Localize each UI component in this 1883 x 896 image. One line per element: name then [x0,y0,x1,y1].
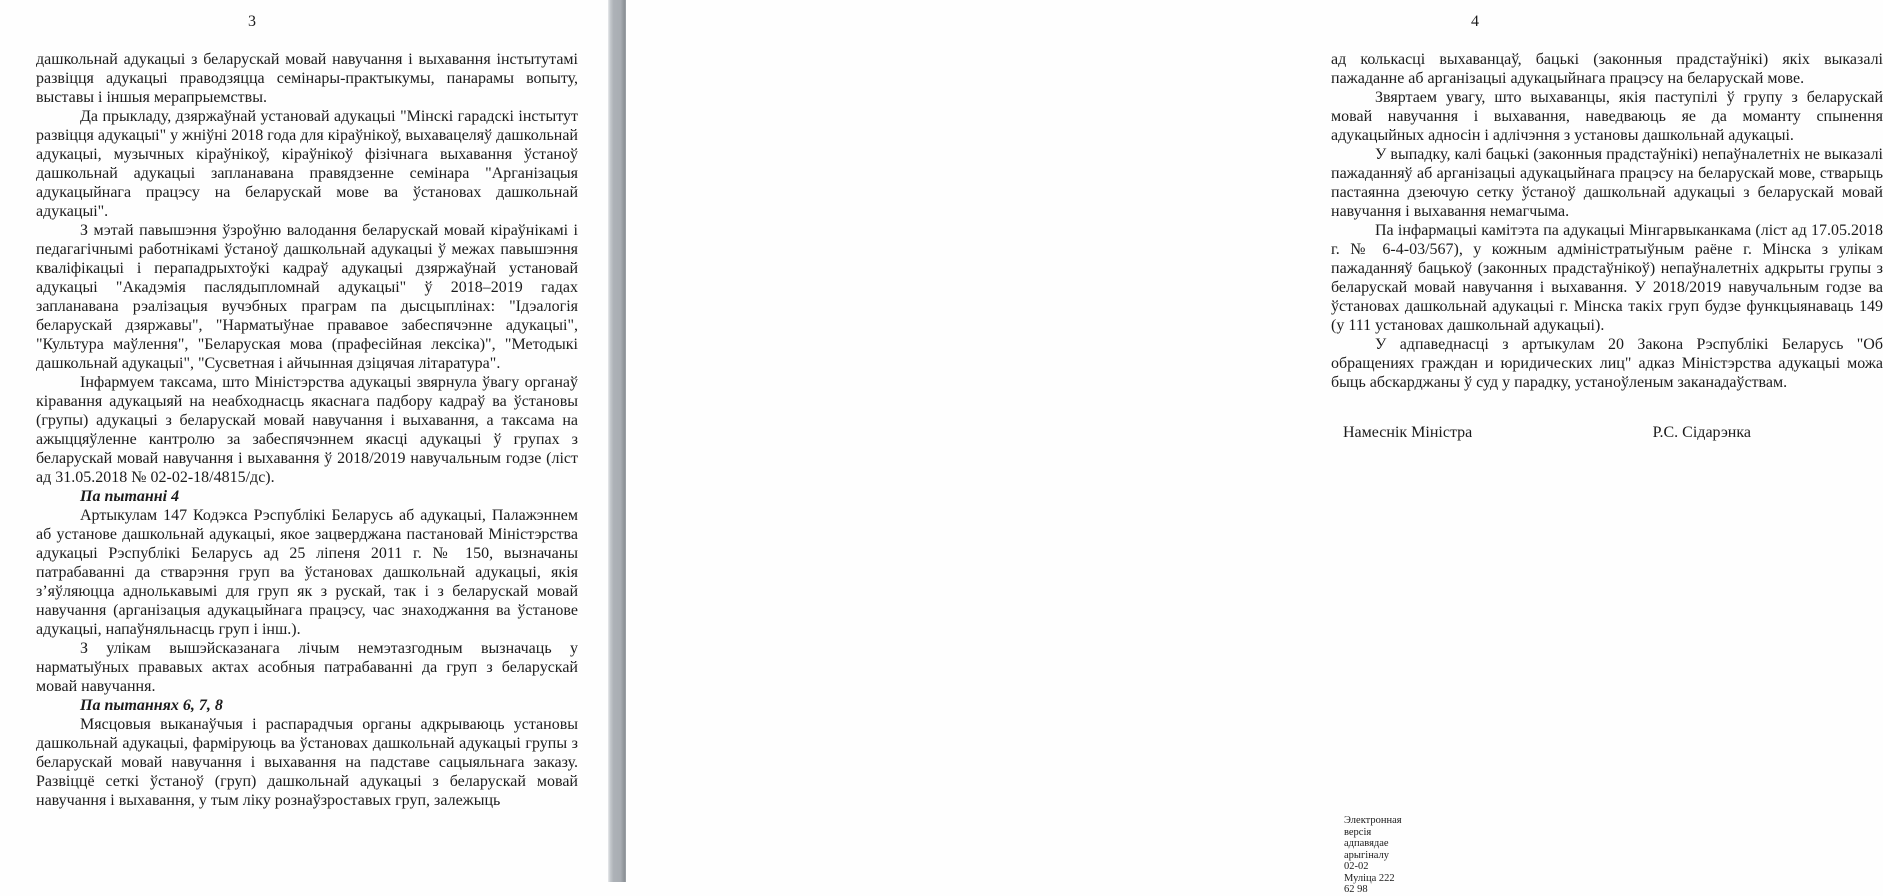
section-heading-questions-6-7-8: Па пытаннях 6, 7, 8 [80,697,223,714]
paragraph: Мясцовыя выканаўчыя і распарадчыя органы адкрываюць установы дашкольнай адукацыі, фарміруюць ва ўстановах дашкольнай адукацыі групы з беларускай мовай навучання і выхавання на падставе сацыяльнага заказу. Развіццё сеткі ўстаноў (груп) дашкольнай адукацыі з беларускай мовай навучання і выхавання, у тым ліку рознаўзроставых груп, залежыць [36,716,578,809]
page-separator [608,0,626,882]
paragraph: Артыкулам 147 Кодэкса Рэспублікі Беларусь аб адукацыі, Палажэннем аб установе дашкольнай адукацыі, якое зацверджана пастановай Міністэрства адукацыі Рэспублікі Беларусь ад 25 ліпеня 2011 г. № 150, вызначаны патрабаванні да стварэння груп ва ўстановах дашкольнай адукацыі, якія з’яўляюцца аднолькавымі для груп як з рускай, так і з беларускай мовай навучання (арганізацыя адукацыйнага працэсу, час знаходжання ва ўстанове адукацыі, напаўняльнасць груп і інш.). [36,507,578,638]
page-3 [0,0,608,882]
paragraph: Інфармуем таксама, што Міністэрства адукацыі звярнула ўвагу органаў кіравання адукацыяй на неабходнасць якаснага падбору кадраў ва ўстановы (групы) адукацыі з беларускай мовай навучання і выхавання, а таксама на ажыццяўленне кантролю за забеспячэннем якасці адукацыі ў групах з беларускай мовай навучання і выхавання ў 2018/2019 навучальным годзе (ліст ад 31.05.2018 № 02-02-18/4815/дс). [36,374,578,486]
paragraph: Да прыкладу, дзяржаўнай установай адукацыі "Мінскі гарадскі інстытут развіцця адукацыі" у жніўні 2018 года для кіраўнікоў, выхавацеляў дашкольнай адукацыі, музычных кіраўнікоў, кіраўнікоў фізічнага выхавання ўстаноў дашкольнай адукацыі запланавана правядзенне семінара "Арганізацыя адукацыйнага працэсу на беларускай мове ва ўстановах дашкольнай адукацыі". [36,108,578,220]
page-3-number: 3 [248,13,256,30]
signature-row [1331,423,1883,442]
footer-line-authenticity: Электронная версія адпавядае арыгіналу [1344,815,1402,861]
paragraph: У выпадку, калі бацькі (законныя прадстаўнікі) непаўналетніх не выказалі пажаданняў аб арганізацыі адукацыйнага працэсу на беларускай мове, стварыць пастаянна дзеючую сетку ўстаноў дашкольнай адукацыі з беларускай мовай навучання і выхавання немагчыма. [1331,146,1883,220]
document-footer [1344,815,1402,896]
paragraph: ад колькасці выхаванцаў, бацькі (законныя прадстаўнікі) якіх выказалі пажаданне аб арганізацыі адукацыйнага працэсу на беларускай мове. [1331,51,1883,87]
signature-name: Р.С. Сідарэнка [1652,424,1751,441]
footer-line-contact: 02-02 Муліца 222 62 98 [1344,861,1395,895]
paragraph: З мэтай павышэння ўзроўню валодання беларускай мовай кіраўнікамі і педагагічнымі работнікамі ўстаноў дашкольнай адукацыі ў межах павышэння кваліфікацыі і перападрыхтоўкі кадраў адукацыі дзяржаўнай установай адукацыі "Акадэмія паслядыпломнай адукацыі" ў 2018–2019 гадах запланавана рэалізацыя вучэбных праграм па дысцыплінах: "Ідэалогія беларускай дзяржавы", "Нарматыўнае прававое забеспячэнне адукацыі", "Культура маўлення", "Беларуская мова (прафесійная лексіка)", "Методыкі дашкольнай адукацыі", "Сусветная і айчынная дзіцячая літаратура". [36,222,578,372]
page-4-body [1331,50,1883,844]
paragraph: дашкольнай адукацыі з беларускай мовай навучання і выхавання інстытутамі развіцця адукацыі праводзяцца семінары-практыкумы, панарамы вопыту, выставы і іншыя мерапрыемствы. [36,51,578,106]
page-3-body [36,50,578,844]
paragraph: Звяртаем увагу, што выхаванцы, якія паступілі ў групу з беларускай мовай навучання і выхавання, наведваюць яе да моманту спынення адукацыйных адносін і адлічэння з установы дашкольнай адукацыі. [1331,89,1883,144]
page-4 [626,0,1883,895]
signature-position: Намеснік Міністра [1343,424,1473,441]
paragraph: Па інфармацыі камітэта па адукацыі Мінгарвыканкама (ліст ад 17.05.2018 г. № 6-4-03/567), у кожным адміністратыўным раёне г. Мінска з улікам пажаданняў бацькоў (законных прадстаўнікоў) непаўналетніх адкрыты групы з беларускай мовай навучання і выхавання. У 2018/2019 навучальным годзе ва ўстановах дашкольнай адукацыі г. Мінска такіх груп будзе функцыянаваць 149 (у 111 установах дашкольнай адукацыі). [1331,222,1883,334]
page-4-number: 4 [1471,13,1479,30]
section-heading-question-4: Па пытанні 4 [80,488,180,505]
paragraph: З улікам вышэйсказанага лічым немэтазгодным вызначаць у нарматыўных прававых актах асобныя патрабаванні да груп з беларускай мовай навучання. [36,640,578,695]
paragraph: У адпаведнасці з артыкулам 20 Закона Рэспублікі Беларусь "Об обращениях граждан и юридических лиц" адказ Міністэрства адукацыі можа быць абскарджаны ў суд у парадку, устаноўленым заканадаўствам. [1331,336,1883,391]
